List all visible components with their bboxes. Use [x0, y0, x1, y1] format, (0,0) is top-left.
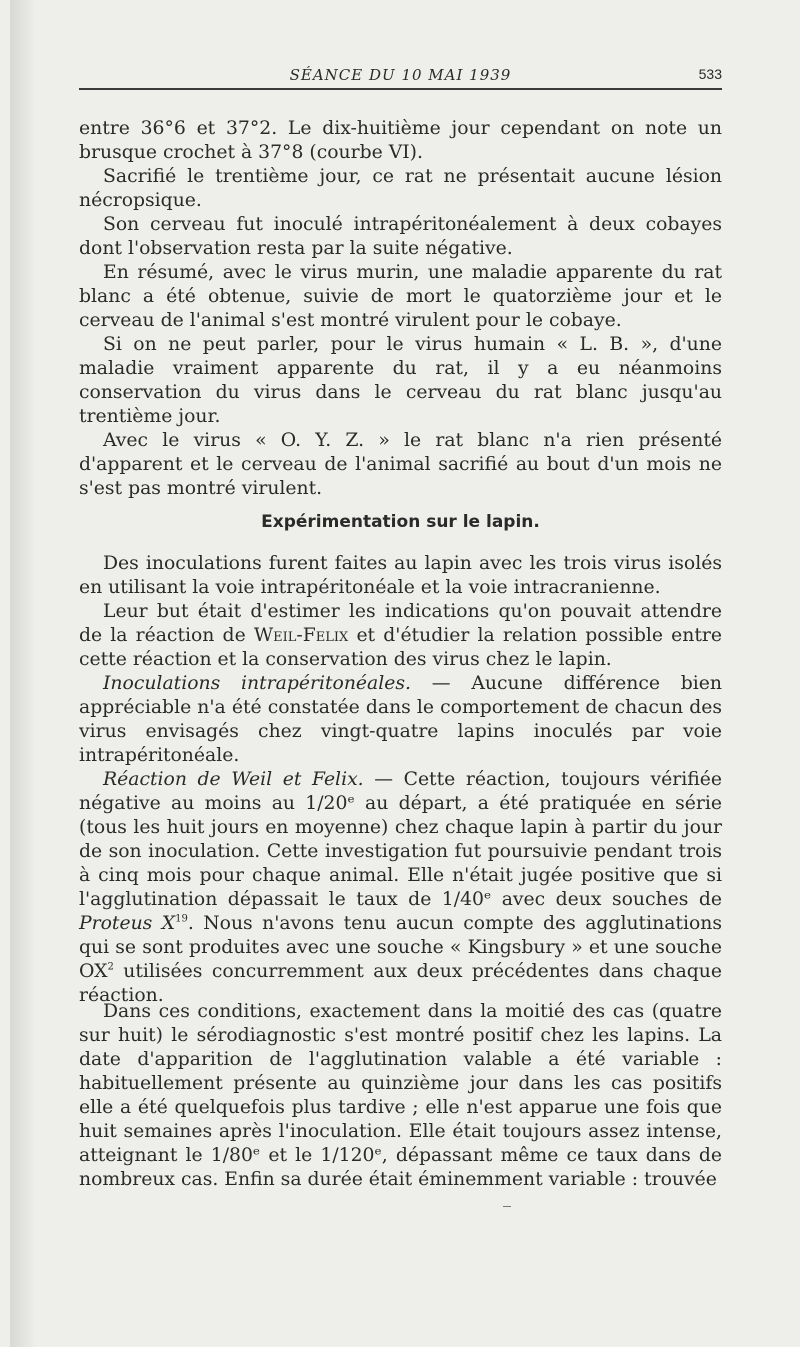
- paragraph: En résumé, avec le virus murin, une maladie apparente du rat blanc a été obtenue, suivie de mort le quatorzième jour et le cerveau de l'animal s'est montré virulent pour le cobaye.: [79, 262, 722, 331]
- subheading-italic: Inoculations intrapéritonéales.: [103, 673, 411, 694]
- rat-experiment-text: [79, 117, 722, 501]
- paragraph-text: . Nous n'avons tenu aucun compte des agglutinations qui se sont produites avec une souche « Kingsbury » et une souche OX: [79, 913, 722, 982]
- paragraph: entre 36°6 et 37°2. Le dix-huitième jour cependant on note un brusque crochet à 37°8 (courbe VI).: [79, 118, 722, 163]
- author-name: Weil-Felix: [253, 625, 349, 646]
- superscript: 2: [107, 961, 114, 973]
- paragraph: [79, 600, 722, 672]
- rabbit-experiment-text: [79, 552, 722, 1008]
- paragraph: Des inoculations furent faites au lapin avec les trois virus isolés en utilisant la voie intrapéritonéale et la voie intracranienne.: [79, 553, 722, 598]
- paragraph-text: — Cette réaction, toujours vérifiée négative au moins au 1/20ᵉ au départ, a été pratiquée en série (tous les huit jours en moyenne) chez chaque lapin à partir du jour de son inoculation. Cette investigation fut poursuivie pendant trois à cinq mois pour chaque animal. Elle n'était jugée positive que si l'agglutination dépassait le taux de 1/40ᵉ avec deux souches de: [79, 769, 722, 910]
- paragraph: [79, 768, 722, 1008]
- superscript: 19: [175, 913, 188, 925]
- paragraph: Si on ne peut parler, pour le virus humain « L. B. », d'une maladie vraiment apparente du rat, il y a eu néanmoins conservation du virus dans le cerveau du rat blanc jusqu'au trentième jour.: [79, 334, 722, 427]
- paragraph-text: utilisées concurremment aux deux précédentes dans chaque réaction.: [79, 961, 722, 1006]
- paragraph: Avec le virus « O. Y. Z. » le rat blanc n'a rien présenté d'apparent et le cerveau de l'animal sacrifié au bout d'un mois ne s'est pas montré virulent.: [79, 430, 722, 499]
- paragraph-text: et d'étudier la relation possible entre cette réaction et la conservation des virus chez le lapin.: [79, 625, 722, 670]
- page-binding-edge: [10, 0, 34, 1347]
- running-title: SÉANCE DU 10 MAI 1939: [289, 66, 512, 84]
- page-number: 533: [698, 66, 722, 82]
- paragraph-text: Leur but était d'estimer les indications qu'on pouvait attendre de la réaction de: [79, 601, 722, 646]
- page-header: [79, 64, 722, 90]
- paragraph: Dans ces conditions, exactement dans la moitié des cas (quatre sur huit) le sérodiagnostic s'est montré positif chez les lapins. La date d'apparition de l'agglutination valable a été variable : habituellement présente au quinzième jour dans les cas positifs elle a été quelquefois plus tardive ; elle n'est apparue une fois que huit semaines après l'inoculation. Elle était toujours assez intense, atteignant le 1/80ᵉ et le 1/120ᵉ, dépassant même ce taux dans de nombreux cas. Enfin sa durée était éminemment variable : trouvée: [79, 1001, 722, 1190]
- section-heading: Expérimentation sur le lapin.: [261, 512, 540, 532]
- paragraph: [79, 672, 722, 768]
- paragraph: Sacrifié le trentième jour, ce rat ne présentait aucune lésion nécropsique.: [79, 166, 722, 211]
- species-name: Proteus X: [79, 913, 176, 934]
- page-mark: [503, 1206, 511, 1207]
- paragraph: Son cerveau fut inoculé intrapéritonéalement à deux cobayes dont l'observation resta par la suite négative.: [79, 214, 722, 259]
- paragraph-text: — Aucune différence bien appréciable n'a été constatée dans le comportement de chacun des virus envisagés chez vingt-quatre lapins inoculés par voie intrapéritonéale.: [79, 673, 722, 766]
- subheading-italic: Réaction de Weil et Felix.: [103, 769, 364, 790]
- rabbit-experiment-text-continued: [79, 1000, 722, 1192]
